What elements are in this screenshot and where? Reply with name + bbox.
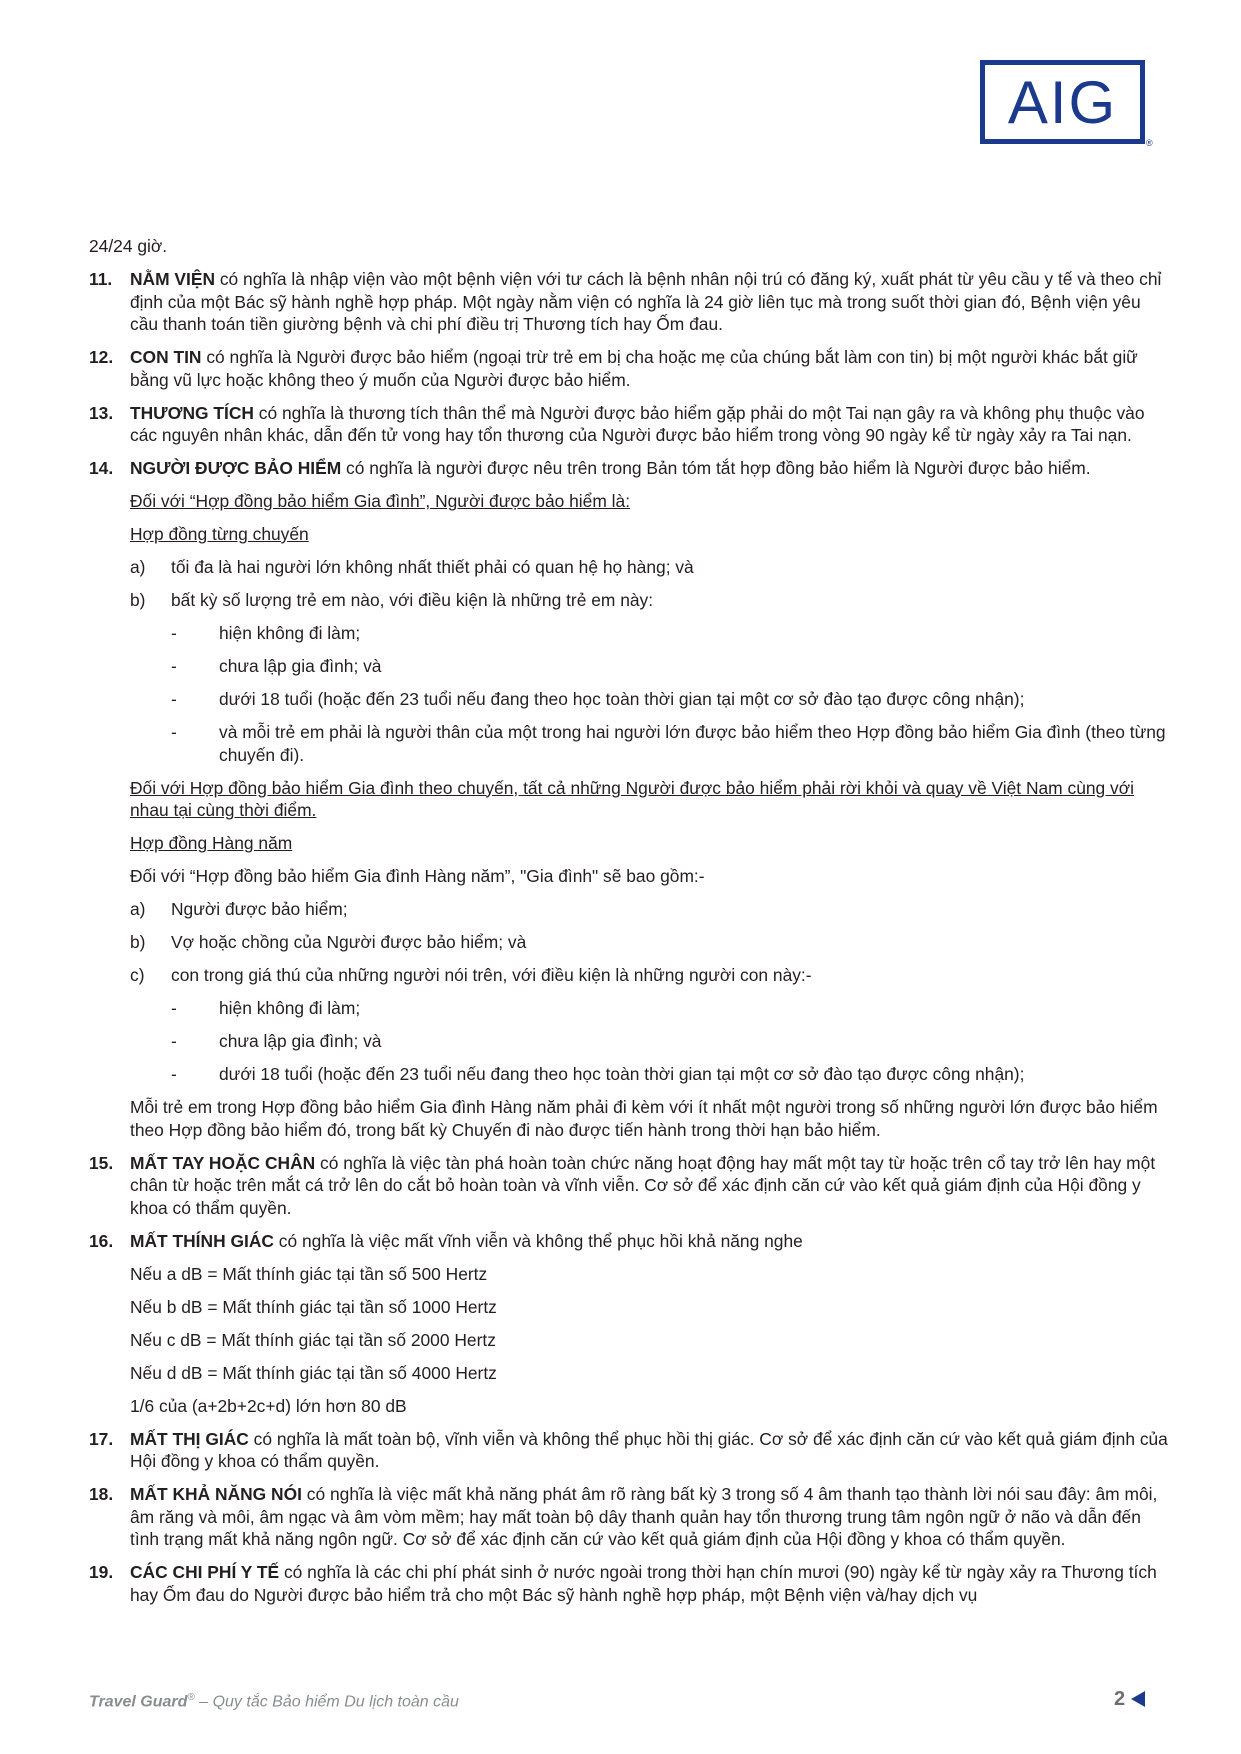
- dash-item: [89, 997, 1171, 1020]
- dash-marker: -: [171, 1064, 177, 1084]
- dash-marker: -: [171, 1031, 177, 1051]
- term: MẤT KHẢ NĂNG NÓI: [130, 1484, 302, 1504]
- term: CON TIN: [130, 347, 202, 367]
- hearing-formula-line: Nếu d dB = Mất thính giác tại tần số 4000 Hertz: [130, 1362, 497, 1383]
- term: MẤT THÍNH GIÁC: [130, 1230, 274, 1251]
- logo-text: AIG: [1007, 69, 1118, 136]
- item-number: 15.: [89, 1152, 114, 1173]
- hearing-formula-line: Nếu c dB = Mất thính giác tại tần số 2000 Hertz: [130, 1329, 496, 1350]
- list-marker: b): [130, 590, 146, 610]
- list-marker: a): [130, 899, 146, 919]
- item-number: 16.: [89, 1230, 114, 1251]
- dash-text: và mỗi trẻ em phải là người thân của một trong hai người lớn được bảo hiểm theo Hợp đồng bảo hiểm Gia đình (theo từng chuyến đi).: [219, 722, 1166, 765]
- page-arrow-icon: [1131, 1691, 1145, 1707]
- document-body: [89, 235, 1171, 1617]
- aig-logo: [980, 60, 1145, 144]
- list-text: con trong giá thú của những người nói trên, với điều kiện là những người con này:-: [171, 965, 812, 985]
- dash-text: hiện không đi làm;: [219, 623, 361, 643]
- footer-title: – Quy tắc Bảo hiểm Du lịch toàn cầu: [194, 1693, 459, 1711]
- dash-text: hiện không đi làm;: [219, 998, 361, 1018]
- annual-policy-intro: Đối với “Hợp đồng bảo hiểm Gia đình Hàng năm”, "Gia đình" sẽ bao gồm:-: [130, 866, 705, 886]
- dash-text: dưới 18 tuổi (hoặc đến 23 tuổi nếu đang theo học toàn thời gian tại một cơ sở đào tạo được công nhận);: [219, 689, 1025, 709]
- list-text: Người được bảo hiểm;: [171, 899, 348, 919]
- term: NẰM VIỆN: [130, 269, 216, 289]
- dash-marker: -: [171, 998, 177, 1018]
- hearing-formula-line: Nếu a dB = Mất thính giác tại tần số 500 Hertz: [130, 1263, 488, 1284]
- continuation-line: 24/24 giờ.: [89, 236, 168, 256]
- list-item: [89, 898, 1171, 921]
- definition-text: có nghĩa là các chi phí phát sinh ở nước ngoài trong thời hạn chín mươi (90) ngày kể từ ngày xảy ra Thương tích hay Ốm đau do Người được bảo hiểm trả cho một Bác sỹ hành nghề hợp pháp, một Bệnh viện và/hay dịch vụ: [130, 1562, 1157, 1605]
- page-number: 2: [1114, 1688, 1126, 1710]
- dash-item: [89, 655, 1171, 678]
- list-item: [89, 964, 1171, 987]
- hearing-formula-line: Nếu b dB = Mất thính giác tại tần số 1000 Hertz: [130, 1296, 497, 1317]
- trip-policy-note: Đối với Hợp đồng bảo hiểm Gia đình theo chuyến, tất cả những Người được bảo hiểm phải rời khỏi và quay về Việt Nam cùng với nhau tại cùng thời điểm.: [130, 777, 1135, 820]
- definition-text: có nghĩa là việc tàn phá hoàn toàn chức năng hoạt động hay mất một tay từ hoặc trên cổ tay trở lên hay một chân từ hoặc trên mắt cá trở lên do cắt bỏ hoàn toàn và vĩnh viễn. Cơ sở để xác định căn cứ vào kết quả giám định của Hội đồng y khoa có thẩm quyền.: [130, 1152, 1156, 1218]
- term: NGƯỜI ĐƯỢC BẢO HIỂM: [130, 458, 342, 478]
- dash-marker: -: [171, 689, 177, 709]
- definition-18: [89, 1483, 1171, 1551]
- dash-text: chưa lập gia đình; và: [219, 656, 382, 676]
- term: MẤT THỊ GIÁC: [130, 1428, 249, 1449]
- list-marker: b): [130, 932, 146, 952]
- dash-item: [89, 1063, 1171, 1086]
- item-number: 12.: [89, 347, 114, 367]
- item-number: 19.: [89, 1562, 114, 1582]
- item-number: 17.: [89, 1428, 114, 1449]
- definition-15: [89, 1152, 1171, 1220]
- hearing-formula-line: 1/6 của (a+2b+2c+d) lớn hơn 80 dB: [130, 1395, 407, 1416]
- list-marker: a): [130, 557, 146, 577]
- definition-text: có nghĩa là mất toàn bộ, vĩnh viễn và không thể phục hồi thị giác. Cơ sở để xác định căn cứ vào kết quả giám định của Hội đồng y khoa có thẩm quyền.: [130, 1428, 1168, 1471]
- definition-11: [89, 268, 1171, 336]
- definition-text: có nghĩa là việc mất khả năng phát âm rõ ràng bất kỳ 3 trong số 4 âm thanh tạo thành lời nói sau đây: âm môi, âm răng và môi, âm ngạc và âm vòm mềm; hay mất toàn bộ dây thanh quản hay tổn thương trung tâm ngôn ngữ ở não và dẫn đến tình trạng mất khả năng ngôn ngữ. Cơ sở để xác định căn cứ vào kết quả giám định của Hội đồng y khoa có thẩm quyền.: [130, 1484, 1158, 1549]
- term: MẤT TAY HOẶC CHÂN: [130, 1152, 316, 1173]
- definition-16: [89, 1230, 1171, 1253]
- definition-text: có nghĩa là Người được bảo hiểm (ngoại trừ trẻ em bị cha hoặc mẹ của chúng bắt làm con tin) bị một người khác bắt giữ bằng vũ lực hoặc không theo ý muốn của Người được bảo hiểm.: [130, 347, 1138, 390]
- footer-registered-mark: ®: [187, 1692, 195, 1703]
- page-footer: [89, 1692, 459, 1711]
- definition-17: [89, 1428, 1171, 1473]
- definition-14: [89, 457, 1171, 480]
- list-text: tối đa là hai người lớn không nhất thiết phải có quan hệ họ hàng; và: [171, 557, 694, 577]
- item-number: 11.: [89, 269, 113, 289]
- dash-marker: -: [171, 656, 177, 676]
- annual-policy-note: Mỗi trẻ em trong Hợp đồng bảo hiểm Gia đình Hàng năm phải đi kèm với ít nhất một người trong số những người lớn được bảo hiểm theo Hợp đồng bảo hiểm đó, trong bất kỳ Chuyến đi nào được tiến hành trong thời hạn bảo hiểm.: [130, 1097, 1158, 1140]
- family-policy-heading: Đối với “Hợp đồng bảo hiểm Gia đình”, Người được bảo hiểm là:: [130, 491, 631, 511]
- list-text: Vợ hoặc chồng của Người được bảo hiểm; và: [171, 932, 527, 952]
- definition-13: [89, 402, 1171, 447]
- trip-policy-heading: Hợp đồng từng chuyến: [130, 524, 309, 544]
- item-number: 18.: [89, 1484, 114, 1504]
- term: CÁC CHI PHÍ Y TẾ: [130, 1562, 280, 1582]
- definition-12: [89, 346, 1171, 391]
- dash-item: [89, 688, 1171, 711]
- footer-brand: Travel Guard: [89, 1693, 188, 1711]
- list-text: bất kỳ số lượng trẻ em nào, với điều kiện là những trẻ em này:: [171, 590, 654, 610]
- dash-marker: -: [171, 623, 177, 643]
- dash-item: [89, 721, 1171, 766]
- item-number: 14.: [89, 458, 114, 478]
- definition-text: có nghĩa là người được nêu trên trong Bản tóm tắt hợp đồng bảo hiểm là Người được bảo hiểm.: [341, 458, 1091, 478]
- dash-item: [89, 622, 1171, 645]
- dash-text: chưa lập gia đình; và: [219, 1031, 382, 1051]
- dash-marker: -: [171, 722, 177, 742]
- definition-text: có nghĩa là thương tích thân thể mà Người được bảo hiểm gặp phải do một Tai nạn gây ra và không phụ thuộc vào các nguyên nhân khác, dẫn đến tử vong hay tổn thương của Người được bảo hiểm trong vòng 90 ngày kể từ ngày xảy ra Tai nạn.: [130, 402, 1145, 445]
- logo-registered-mark: ®: [1146, 138, 1153, 148]
- definition-19: [89, 1561, 1171, 1606]
- list-item: [89, 589, 1171, 612]
- item-number: 13.: [89, 402, 114, 423]
- dash-text: dưới 18 tuổi (hoặc đến 23 tuổi nếu đang theo học toàn thời gian tại một cơ sở đào tạo được công nhận);: [219, 1064, 1025, 1084]
- dash-item: [89, 1030, 1171, 1053]
- list-item: [89, 556, 1171, 579]
- list-marker: c): [130, 965, 145, 985]
- annual-policy-heading: Hợp đồng Hàng năm: [130, 833, 293, 853]
- list-item: [89, 931, 1171, 954]
- term: THƯƠNG TÍCH: [130, 402, 254, 423]
- definition-text: có nghĩa là việc mất vĩnh viễn và không thể phục hồi khả năng nghe: [273, 1230, 803, 1251]
- definition-text: có nghĩa là nhập viện vào một bệnh viện với tư cách là bệnh nhân nội trú có đăng ký, xuất phát từ yêu cầu y tế và theo chỉ định của một Bác sỹ hành nghề hợp pháp. Một ngày nằm viện có nghĩa là 24 giờ liên tục mà trong suốt thời gian đó, Bệnh viện yêu cầu thanh toán tiền giường bệnh và chi phí điều trị Thương tích hay Ốm đau.: [130, 269, 1162, 334]
